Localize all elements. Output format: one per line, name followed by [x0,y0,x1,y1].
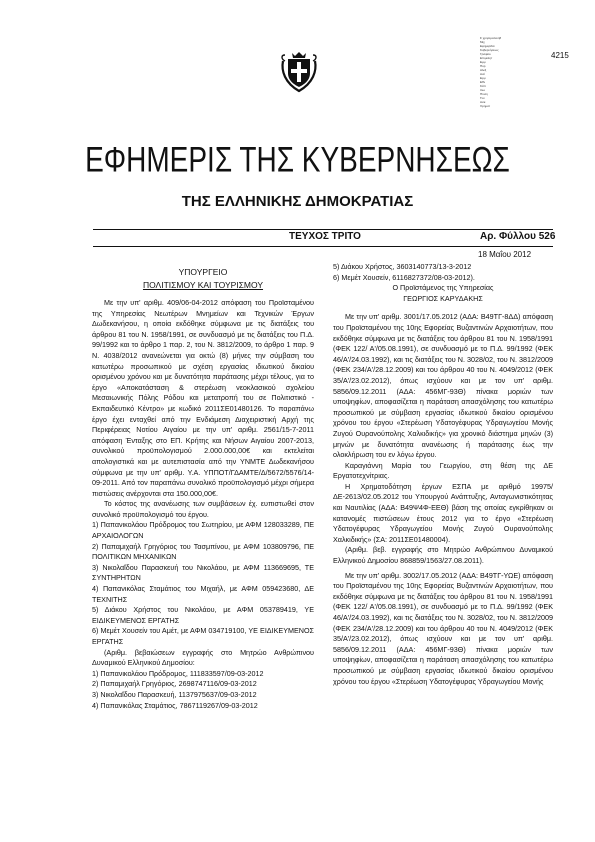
notice-line: Κάπ [480,84,486,88]
issue-date: 18 Μαΐου 2012 [478,250,532,259]
cost-paragraph: Το κόστος της ανανέωσης των συμβάσεων έχ. ευπιστωθεί στον συνολικό προϋπολογισμό του έργου. [92,499,314,519]
greek-coat-of-arms-icon [279,49,319,94]
decision-paragraph: Με την υπ' αριθμ. 409/06-04-2012 απόφαση του Προϊσταμένου της Υπηρεσίας Νεωτέρων Μνημείων και Τεχνικών Έργων Δωδεκανήσου, η οποία εκδόθηκε σύμφωνα με τις διατάξεις του άρθρου 81 του Ν. 1958/1991, σε συνδυασμό με τις διατάξεις του Π.Δ. 99/1992 και το άρθρο 1 παρ. 2, του Ν. 3812/2009, το άρθρο 1 παρ. 9 Ν. 4038/2012 ανανεώνεται για οκτώ (8) μήνες την σύμβαση του κατωτέρω προσωπικού με σχέση εργασίας ιδιωτικού δικαίου ορισμένου χρόνου και με δυνατότητα παράτασης μέχρι τέλους, για το έργο «Αποκατάσταση & στερέωση νεοκλασικού σχολείου Μεσαιωνικής Πόλης Ρόδου και μετατροπή του σε Πολιτιστικό - Εκπαιδευτικό Κέντρο» με κωδικό 2011ΣΕ01480126. Το παραπάνω έργο έχει ενταχθεί από την Ενδιάμεση Διαχειριστική Αρχή της Περιφέρειας Νοτίου Αιγαίου με την υπ' αριθμ. 2561/15-7-2011 απόφαση Ένταξης στο ΕΠ. Κρήτης και Νήσων Αιγαίου 2007-2013, συνολικού προϋπολογισμού 2.000.000,00€ και εκτελείται απολογιστικά και με αυτεπιστασία από την ΥΝΜΤΕ Δωδεκανήσου σύμφωνα με την υπ' αριθμ. Υ.Α. ΥΠΠΟΤ/ΓΔΑΜΤΕ/Δ/5672/5576/14-09-2011. Από τον παραπάνω συνολικό προϋπολογισμό μέχρι σήμερα πιστώσεις ανέρχονται στα 150.000,00€. [92,298,314,498]
decision-paragraph: Με την υπ' αριθμ. 3002/17.05.2012 (ΑΔΑ: Β49ΤΓ-ΥΩΕ) απόφαση του Προϊσταμένου της 10ης Εφορείας Βυζαντινών Αρχαιοτήτων, που εκδόθηκε σύμφωνα με τις διατάξεις του άρθρου 81 του Ν. 1958/1991 (ΦΕΚ 122/ Α'/05.08.1991), σε συνδυασμό με το Π.Δ. 99/1992 (ΦΕΚ 46/Α'/24.03.1992), και τις διατάξεις του Ν. 3028/02, του Ν. 3812/2009 (ΦΕΚ 234/Α'/28.12.2009) και του άρθρου 40 του Ν. 4049/2012 (ΦΕΚ 35/Α'/23.02.2012), όπως ισχύουν και με τον υπ' αριθμ. 5856/09.12.2011 (ΑΔΑ: 456ΜΓ-93Θ) πίνακα μοριών των υποψηφίων, αποφασίζεται η παράταση απασχόλησης του κατωτέρω προσωπικού με σύμβαση εργασίας ιδιωτικού δικαίου ορισμένου χρόνου του έργου «Στερέωση Υδατογέφυρας Υδραγωγείου Μονής [333,570,553,686]
subscription-notice [480,36,540,108]
ministry-line: ΥΠΟΥΡΓΕΙΟ [178,267,228,277]
signature-title: Ο Προϊστάμενος της Υπηρεσίας [392,283,494,293]
notice-line: Πώλη [480,92,488,96]
notice-line: Γυν [480,96,485,100]
decision-paragraph: Με την υπ' αριθμ. 3001/17.05.2012 (ΑΔΑ: Β49ΤΓ-8ΔΔ) απόφαση του Προϊσταμένου της 10ης Εφορείας Βυζαντινών Αρχαιοτήτων, που εκδόθηκε σύμφωνα με τις διατάξεις του άρθρου 81 του Ν. 1958/1991 (ΦΕΚ 122/ Α'/05.08.1991), σε συνδυασμό με το Π.Δ. 99/1992 (ΦΕΚ 46/Α'/24.03.1992), και τις διατάξεις του Ν. 3028/02, του Ν. 3812/2009 (ΦΕΚ 234/Α'/28.12.2009) και του άρθρου 40 του Ν. 4049/2012 (ΦΕΚ 35/Α'/23.02.2012), όπως ισχύουν και με τον υπ' αριθμ. 5856/09.12.2011 (ΑΔΑ: 456ΜΓ-93Θ) πίνακα μοριών των υποψηφίων, αποφασίζεται η παράταση απασχόλησης του κατωτέρω προσωπικού με σύμβαση εργασίας ιδιωτικού δικαίου ορισμένου χρόνου του έργου «Στερέωση Υδατογέφυρας Υδραγωγείου Μονής Ζυγού Ουρανούπολης Χαλκιδικής» για χρονικό διάστημα μηνών (3) μηνών με δυνατότητα ανανέωσης ή παράτασης έως την ολοκλήρωση του εν λόγω έργου. [333,312,553,460]
ministry-heading [92,266,314,292]
registry-item: 2) Παπαμιχαήλ Γρηγόριος, 2698747116/09-03-2012 [92,679,257,689]
signature-name: ΓΕΩΡΓΙΟΣ ΚΑΡΥΔΑΚΗΣ [403,293,483,303]
right-column [333,262,553,687]
notice-line: Σ χρησιμοποιηθ [480,36,502,40]
registry-paragraph: (Αριθμ. βεβ. εγγραφής στο Μητρώο Ανθρώπινου Δυναμικού Ελληνικού Δημοσίου 868859/1563/27.08.2011). [333,545,553,566]
notice-line: Εθν [480,80,486,84]
notice-line: Πυρ [480,64,486,68]
notice-line: Κυβερνήσεως [480,48,499,52]
list-item: 5) Διάκου Χρήστος του Νικολάου, με ΑΦΜ 053789419, ΥΕ ΕΙΔΙΚΕΥΜΕΝΟΣ ΕΡΓΑΤΗΣ [92,605,314,625]
list-item: 6) Μεμέτ Χουσείν του Αμέτ, με ΑΦΜ 034719100, ΥΕ ΕΙΔΙΚΕΥΜΕΝΟΣ ΕΡΓΑΤΗΣ [92,626,314,646]
funding-paragraph: Η Χρηματοδότηση έργων ΕΣΠΑ με αριθμό 19975/ΔΕ-2613/02.05.2012 του Υπουργού Ανάπτυξης, Ανταγωνιστικότητας και Ναυτιλίας (ΑΔΑ: Β49Ψ4Φ-ΕΕΘ) βάση της οποίας εγκρίθηκαν οι κατανομές πιστώσεων έτους 2012 για το έργο «Στερέωση Υδατογέφυρας Υδραγωγείου Μονής Ζυγού Ουρανούπολης Χαλκιδικής» (ΣΑ: 2011ΣΕ01480004). [333,481,553,544]
registry-item: 5) Διάκου Χρήστος, 3603140773/13-3-2012 [333,262,472,271]
registry-item: 6) Μεμέτ Χουσείν, 6116827372/08-03-2012). [333,272,475,282]
ministry-line: ΠΟΛΙΤΙΣΜΟΥ ΚΑΙ ΤΟΥΡΙΣΜΟΥ [142,280,264,290]
notice-line: Λιω [480,88,486,92]
notice-line: Γραφείο [480,52,491,56]
gazette-title: ΕΦΗΜΕΡΙΣ ΤΗΣ ΚΥΒΕΡΝΗΣΕΩΣ [85,140,510,179]
list-item: 3) Νικολαΐδου Παρασκευή του Νικολάου, με ΑΦΜ 113669695, ΤΕ ΣΥΝΤΗΡΗΤΩΝ [92,562,314,583]
left-column [92,262,314,711]
notice-line: Μιχ [480,40,485,44]
employee-paragraph: Καραγιάννη Μαρία του Γεωργίου, στη θέση της ΔΕ Εργατοτεχνίτριας. [333,460,553,481]
registry-item: 3) Νικολαΐδου Παρασκευή, 1137975637/09-03-2012 [92,689,257,699]
header-rule-top [93,229,553,230]
registry-intro: (Αριθμ. βεβαιώσεων εγγραφής στο Μητρώο Ανθρώπινου Δυναμικού Ελληνικού Δημοσίου: [92,647,314,668]
gazette-subtitle: ΤΗΣ ΕΛΛΗΝΙΚΗΣ ΔΗΜΟΚΡΑΤΙΑΣ [181,193,414,210]
header-rule-bottom [93,246,553,247]
notice-line: Ερμ [480,76,486,80]
registry-item: 4) Παπανικόλας Σταμάτιος, 7867119267/09-03-2012 [92,700,258,710]
notice-line: Ασκ [480,100,486,104]
notice-line: Χρηματ [480,104,491,108]
notice-line: Εμμ [480,60,486,64]
notice-line: Επιμελητ [480,56,493,60]
list-item: 1) Παπανικολάου Πρόδρομος του Σωτηρίου, με ΑΦΜ 128033289, ΠΕ ΑΡΧΑΙΟΛΟΓΩΝ [92,520,314,541]
list-item: 4) Παπανικόλας Σταμάτιος του Μιχαήλ, με ΑΦΜ 059423680, ΔΕ ΤΕΧΝΙΤΗΣ [92,584,314,604]
registry-item: 1) Παπανικολάου Πρόδρομος, 111833597/09-03-2012 [92,668,264,678]
notice-line: Εφημερίδα [480,44,495,48]
page-number: 4215 [551,51,569,60]
issue-sheet-number: Αρ. Φύλλου 526 [480,231,556,242]
spacer [333,304,553,312]
list-item: 2) Παπαμιχαήλ Γρηγόριος του Τασμπίνου, με ΑΦΜ 103809796, ΠΕ ΠΟΛΙΤΙΚΩΝ ΜΗΧΑΝΙΚΩΝ [92,541,314,562]
notice-line: Αλεξ [480,68,487,72]
issue-series: ΤΕΥΧΟΣ ΤΡΙΤΟ [289,231,361,242]
notice-line: Ανέ [480,72,485,76]
